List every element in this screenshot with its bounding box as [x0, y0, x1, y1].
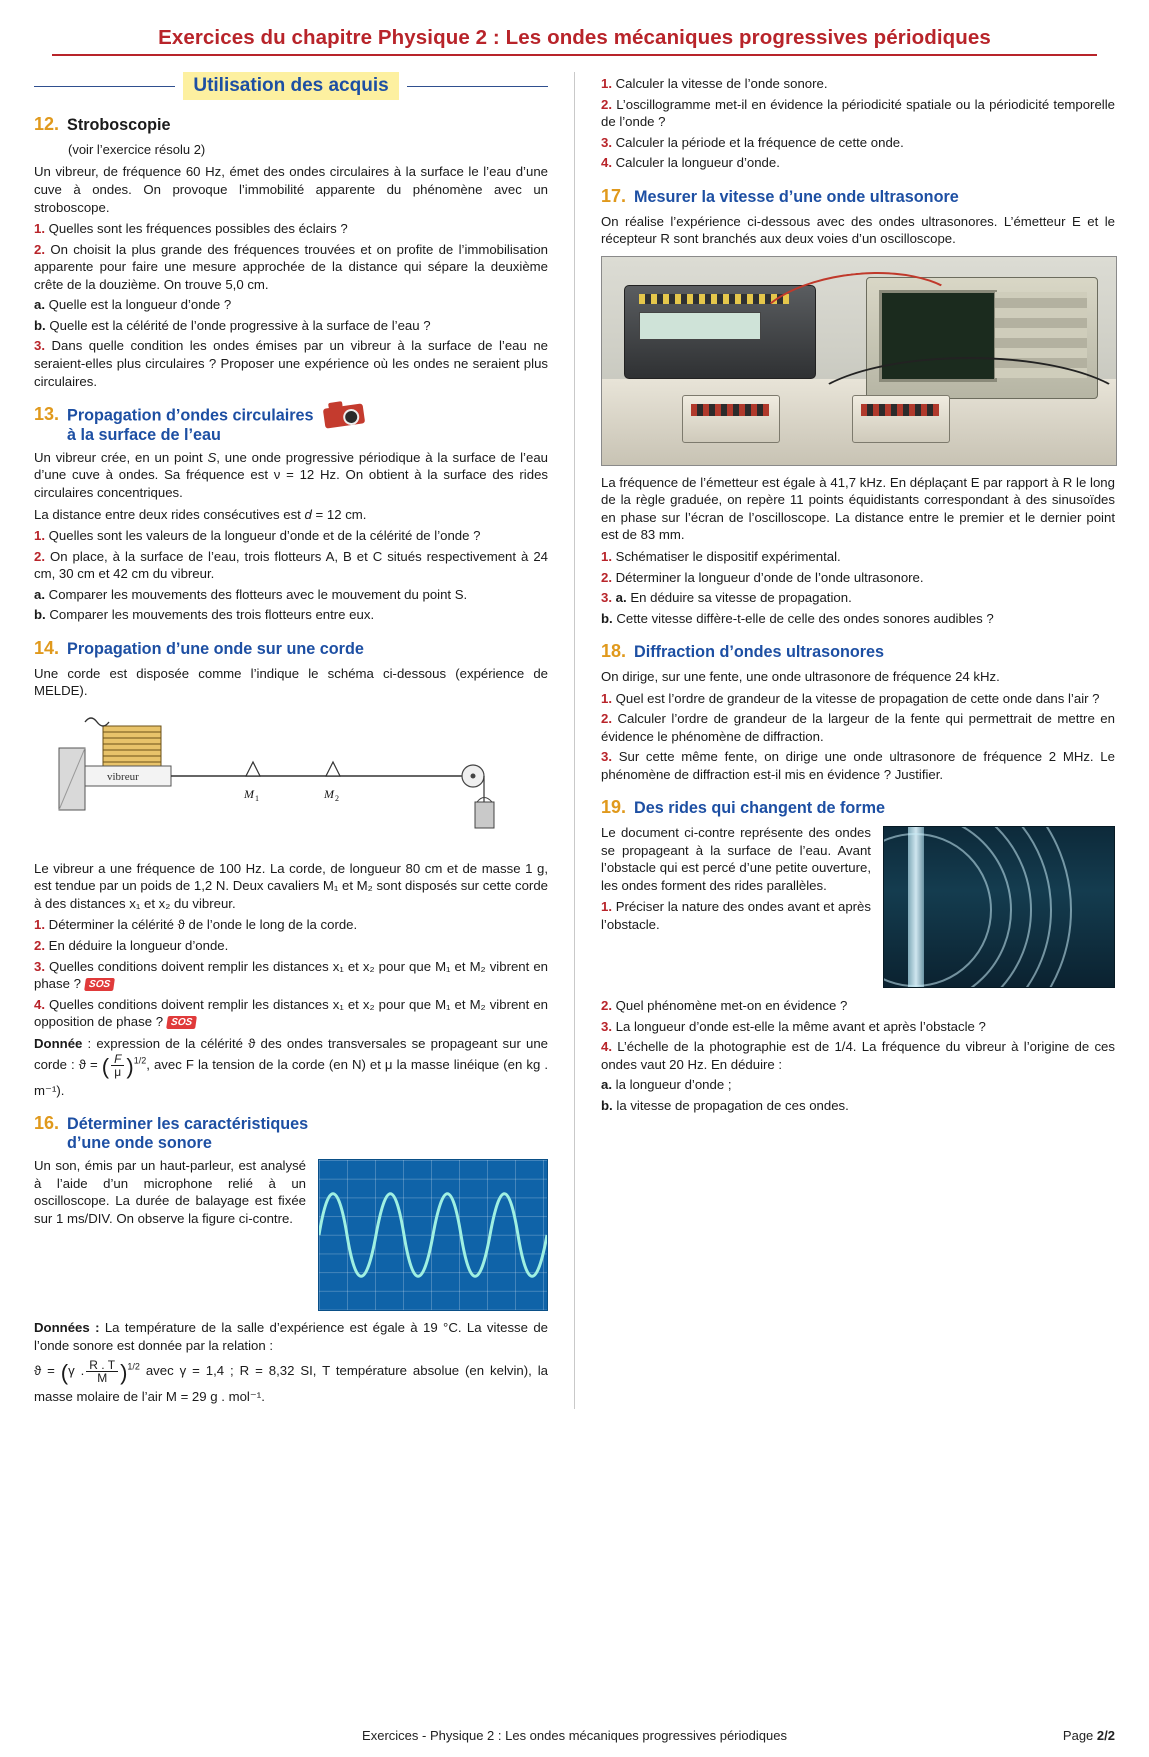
- exercise-12-q2b: [34, 317, 548, 335]
- q-text: Comparer les mouvements des flotteurs avec le mouvement du point S.: [48, 586, 468, 602]
- exercise-13-title-line1: Propagation d’ondes circulaires: [67, 406, 314, 425]
- q-text: Quelles sont les valeurs de la longueur d’onde et de la célérité de l’onde ?: [48, 528, 481, 544]
- exercise-14-intro: Une corde est disposée comme l’indique le schéma ci-dessous (expérience de MELDE).: [34, 665, 548, 699]
- q-text: Déterminer la longueur d’onde de l’onde ultrasonore.: [615, 569, 924, 585]
- q-letter: b.: [600, 610, 613, 626]
- exercise-19-q4b: [601, 1097, 1115, 1115]
- exercise-12-subtitle: (voir l’exercice résolu 2): [68, 142, 206, 158]
- exercise-14-donnee: [34, 1035, 548, 1099]
- exercise-13-q2b: [34, 606, 548, 624]
- q-text: Calculer la longueur d’onde.: [615, 155, 780, 171]
- q-text: Préciser la nature des ondes avant et après l’obstacle.: [600, 899, 871, 933]
- exercise-16-heading: [34, 1112, 548, 1153]
- exercise-17-intro: On réalise l’expérience ci-dessous avec des ondes ultrasonores. L’émetteur E et le récepteur R sont branchés aux deux voies d’un oscilloscope.: [600, 213, 1115, 247]
- formula-tail: avec γ = 1,4 ; R = 8,32 SI, T température absolue (en kelvin), la masse molaire de l’air M = 29 g . mol⁻¹.: [34, 1363, 548, 1404]
- q-text: On choisit la plus grande des fréquences trouvées et on profite de l’immobilisation apparente pour faire une mesure approchée de la distance qui sépare la deuxième crête de la douzième. On trouve 5,0 cm.: [34, 241, 548, 292]
- exercise-19-number: 19.: [600, 797, 627, 818]
- exercise-16-intro: Un son, émis par un haut-parleur, est analysé à l’aide d’un microphone relié à un oscilloscope. La durée de balayage est fixée sur 1 ms/DIV. On observe la figure ci-contre.: [34, 1158, 306, 1226]
- q-text: On place, à la surface de l’eau, trois flotteurs A, B et C situés respectivement à 24 cm, 30 cm et 42 cm du vibreur.: [34, 548, 548, 582]
- exercise-14-heading: [34, 637, 548, 661]
- q-text: Sur cette même fente, on dirige une onde ultrasonore de fréquence 2 MHz. Le phénomène de diffraction est-il mis en évidence ? Justifier.: [600, 749, 1115, 782]
- exercise-16-formula: [34, 1358, 548, 1405]
- exercise-18-number: 18.: [600, 641, 627, 662]
- fraction-denominator: μ: [114, 1065, 122, 1080]
- q-text: Schématiser le dispositif expérimental.: [615, 548, 841, 564]
- exercise-13-q1: [34, 527, 548, 545]
- exercise-13-intro: [34, 449, 548, 502]
- exercise-14-after-figure: Le vibreur a une fréquence de 100 Hz. La corde, de longueur 80 cm et de masse 1 g, est tendue par un poids de 1,2 N. Deux cavaliers M₁ et M₂ sont disposés sur cette corde à des distances x₁ et x₂ du vibreur.: [34, 860, 548, 911]
- exercise-18-title: Diffraction d’ondes ultrasonores: [634, 643, 885, 662]
- q-number: 3.: [34, 958, 45, 974]
- intro-part-c: = 12 Hz. On obtient à la surface des rides circulaires concentriques.: [34, 467, 549, 500]
- nu-symbol: ν: [273, 467, 281, 483]
- q-number: 3.: [34, 338, 45, 354]
- formula-exponent: 1/2: [133, 1055, 147, 1066]
- q-letter: a.: [34, 586, 45, 602]
- point-S: S: [207, 449, 217, 465]
- q-text: Quelle est la longueur d’onde ?: [48, 297, 232, 313]
- svg-text:M: M: [244, 786, 254, 801]
- exercise-13-title-line2: à la surface de l’eau: [67, 425, 221, 444]
- paren-close: ): [120, 1360, 128, 1386]
- distance-part-b: = 12 cm.: [311, 506, 367, 522]
- q-number: 2.: [34, 938, 45, 954]
- exercise-18-intro: On dirige, sur une fente, une onde ultrasonore de fréquence 24 kHz.: [600, 669, 1000, 685]
- fraction-numerator: R . T: [86, 1359, 118, 1373]
- q-number: 1.: [600, 899, 612, 915]
- q-number: 2.: [600, 998, 612, 1014]
- svg-text:M: M: [324, 786, 334, 801]
- formula-fraction: [111, 1053, 124, 1079]
- exercise-16-title-line1: Déterminer les caractéristiques: [67, 1115, 309, 1134]
- top-question-1: [601, 75, 1115, 93]
- ultrasound-setup-photo: [601, 256, 1117, 466]
- footer-page: [1063, 1728, 1115, 1743]
- q-letter: b.: [34, 317, 46, 333]
- melde-schema-svg: [34, 706, 548, 856]
- top-question-2: [601, 96, 1115, 131]
- exercise-14-number: 14.: [34, 637, 60, 658]
- exercise-17-number: 17.: [600, 185, 627, 206]
- q-number: 1.: [34, 917, 45, 933]
- camera-icon: [323, 403, 365, 428]
- q-text: Comparer les mouvements des trois flotteurs entre eux.: [49, 607, 375, 623]
- donnee-label: Donnée: [34, 1035, 83, 1051]
- exercise-19-body: [601, 824, 1115, 994]
- q-number: 2.: [600, 96, 612, 112]
- exercise-13-q2a: [34, 586, 548, 604]
- q-text: Cette vitesse diffère-t-elle de celle des ondes sonores audibles ?: [616, 610, 994, 626]
- q-letter: b.: [600, 1098, 613, 1114]
- exercise-17-q3a: [601, 589, 1115, 607]
- q-text: Quel est l’ordre de grandeur de la vitesse de propagation de cette onde dans l’air ?: [615, 690, 1100, 706]
- intro-part-b: , une onde progressive périodique à la surface de l’eau d’une cuve à ondes. Sa fréquence est: [34, 449, 548, 483]
- q-text: Quelles conditions doivent remplir les distances x₁ et x₂ pour que M₁ et M₂ vibrent en phase ?: [34, 958, 548, 992]
- paren-open: (: [60, 1360, 69, 1386]
- fraction-numerator: F: [111, 1053, 124, 1067]
- exercise-12-heading: [34, 113, 548, 137]
- column-divider: [574, 72, 575, 1409]
- svg-text:vibreur: vibreur: [107, 770, 139, 783]
- sos-badge[interactable]: SOS: [84, 978, 115, 991]
- q-text: Quelle est la célérité de l’onde progressive à la surface de l’eau ?: [49, 317, 431, 333]
- exercise-16-title-line2: d’une onde sonore: [67, 1134, 212, 1153]
- photo-emitter: [682, 395, 780, 443]
- q-text: Dans quelle condition les ondes émises par un vibreur à la surface de l’eau ne seraient-elles plus circulaires ? Proposer une expérience où les ondes ne seraient plus circulaires.: [34, 338, 548, 389]
- exercise-18-q1: [601, 690, 1115, 708]
- q-number: 1.: [34, 221, 45, 237]
- exercise-18-q3: [601, 748, 1115, 783]
- right-column: [601, 72, 1115, 1118]
- banner-rule-left: [34, 86, 175, 87]
- q-number: 3.: [600, 1018, 612, 1034]
- exercise-16-title: [67, 1115, 308, 1153]
- exercise-17-title: Mesurer la vitesse d’une onde ultrasonore: [634, 187, 959, 206]
- exercise-12-number: 12.: [34, 114, 60, 135]
- exercise-12-q1: [34, 220, 548, 238]
- photo-black-wire: [802, 357, 1117, 466]
- q-number: 1.: [600, 690, 612, 706]
- q-number: 2.: [34, 548, 45, 564]
- q-text: la vitesse de propagation de ces ondes.: [616, 1098, 849, 1114]
- melde-schema-figure: [34, 706, 548, 856]
- sos-badge[interactable]: SOS: [166, 1016, 197, 1029]
- q-number: 1.: [600, 76, 612, 91]
- q-letter: a.: [615, 590, 627, 606]
- exercise-17-q1: [601, 548, 1115, 566]
- top-question-4: [601, 154, 1115, 172]
- exercise-13-heading: [34, 403, 548, 445]
- exercise-14-title: Propagation d’une onde sur une corde: [67, 639, 364, 658]
- formula-lead: ϑ =: [34, 1363, 55, 1379]
- exercise-12-q2: [34, 241, 548, 294]
- donnees-label: Données :: [34, 1320, 100, 1336]
- donnee-text: : expression de la célérité ϑ des ondes transversales se propageant sur une corde : ϑ =: [34, 1035, 548, 1073]
- q-letter: a.: [34, 297, 45, 313]
- formula-fraction: [86, 1359, 118, 1385]
- q-number: 1.: [34, 528, 45, 544]
- q-text: L’oscillogramme met-il en évidence la périodicité spatiale ou la périodicité temporelle de l’onde ?: [600, 96, 1115, 130]
- photo-wave-ring: [883, 826, 1072, 988]
- q-letter: b.: [34, 607, 46, 623]
- q-number: 4.: [600, 1039, 612, 1055]
- exercise-14-q3: [34, 958, 548, 993]
- q-letter: a.: [600, 1077, 612, 1093]
- exercise-14-q1: [34, 916, 548, 934]
- q-text: En déduire sa vitesse de propagation.: [630, 590, 852, 606]
- exercise-19-q4: [601, 1038, 1115, 1073]
- exercise-19-q4a: [601, 1076, 1115, 1094]
- exercise-12-q2a: [34, 296, 548, 314]
- q-number: 2.: [600, 711, 612, 727]
- two-column-layout: [34, 72, 1115, 1409]
- q-number: 4.: [600, 155, 612, 171]
- exercise-12-intro: Un vibreur, de fréquence 60 Hz, émet des ondes circulaires à la surface le l’eau d’une cuve à ondes. On provoque l’immobilité apparente du phénomène avec un stroboscope.: [34, 164, 548, 215]
- exercise-17-q3b: [601, 610, 1115, 628]
- q-number: 1.: [600, 548, 612, 564]
- q-text: Quelles conditions doivent remplir les distances x₁ et x₂ pour que M₁ et M₂ vibrent en opposition de phase ?: [34, 996, 548, 1030]
- left-column: [34, 72, 548, 1409]
- donnees-text: La température de la salle d’expérience est égale à 19 °C. La vitesse de l’onde sonore est donnée par la relation :: [34, 1320, 549, 1353]
- d-symbol: d: [304, 506, 312, 522]
- q-text: En déduire la longueur d’onde.: [48, 938, 229, 954]
- q-text: Calculer la vitesse de l’onde sonore.: [615, 76, 828, 91]
- donnee-text-2: , avec F la tension de la corde (en N) et μ la masse linéique (en kg . m⁻¹).: [34, 1057, 548, 1098]
- q-text: Quel phénomène met-on en évidence ?: [615, 998, 848, 1014]
- q-number: 3.: [600, 749, 612, 765]
- exercise-19-intro: Le document ci-contre représente des ondes se propageant à la surface de l’eau. Avant l’obstacle qui est percé d’une petite ouverture, les ondes forment des rides parallèles.: [600, 825, 871, 893]
- paren-open: (: [101, 1054, 110, 1080]
- exercise-17-q2: [601, 569, 1115, 587]
- exercise-12-q3: [34, 337, 548, 390]
- exercise-13-title: [67, 406, 364, 445]
- exercise-16-number: 16.: [34, 1113, 60, 1134]
- exercise-13-number: 13.: [34, 404, 60, 425]
- svg-text:1: 1: [255, 793, 259, 803]
- banner-label: Utilisation des acquis: [183, 72, 398, 100]
- banner-rule-right: [407, 86, 548, 87]
- q-number: 3.: [600, 134, 612, 150]
- oscillogram-trace: [319, 1160, 547, 1310]
- exercise-19-heading: [601, 796, 1115, 820]
- photo-receiver: [852, 395, 950, 443]
- water-waves-photo: [883, 826, 1115, 988]
- exercise-14-q4: [34, 996, 548, 1031]
- section-banner: [34, 72, 548, 100]
- exercise-17-after: La fréquence de l’émetteur est égale à 41,7 kHz. En déplaçant E par rapport à R le long de la règle graduée, on repère 11 points équidistants correspondant à des sinusoïdes en phase sur l’écran de l’oscilloscope. La distance entre le premier et le dernier point est de 83 mm.: [600, 474, 1115, 543]
- q-text: la longueur d’onde ;: [615, 1077, 732, 1093]
- oscillogram-photo: [318, 1159, 548, 1311]
- exercise-18-q2: [601, 710, 1115, 745]
- page-footer: [34, 1728, 1115, 1743]
- q-text: Quelles sont les fréquences possibles des éclairs ?: [48, 221, 348, 237]
- formula-exponent: 1/2: [127, 1362, 140, 1373]
- svg-text:2: 2: [335, 793, 339, 803]
- exercise-19-q3: [601, 1018, 1115, 1036]
- q-number: 3.: [600, 590, 612, 606]
- q-text: La longueur d’onde est-elle la même avant et après l’obstacle ?: [615, 1018, 986, 1034]
- footer-page-value: 2/2: [1096, 1728, 1115, 1743]
- q-text: Déterminer la célérité ϑ de l’onde le long de la corde.: [48, 917, 358, 933]
- exercise-13-q2: [34, 548, 548, 583]
- q-number: 2.: [34, 241, 45, 257]
- q-number: 2.: [600, 569, 612, 585]
- exercise-19-title: Des rides qui changent de forme: [634, 799, 885, 818]
- exercise-13-distance: [34, 506, 548, 524]
- intro-part-a: Un vibreur crée, en un point: [34, 449, 208, 465]
- exercise-12-title: Stroboscopie: [67, 116, 171, 135]
- paren-close: ): [126, 1054, 134, 1080]
- exercise-17-heading: [601, 185, 1115, 209]
- page-title: Exercices du chapitre Physique 2 : Les ondes mécaniques progressives périodiques: [52, 26, 1097, 56]
- exercise-16-donnees: [34, 1319, 548, 1354]
- footer-text: Exercices - Physique 2 : Les ondes mécaniques progressives périodiques: [362, 1728, 787, 1743]
- fraction-denominator: M: [97, 1371, 108, 1386]
- q-text: L’échelle de la photographie est de 1/4. La fréquence du vibreur à l’origine de ces ondes vaut 20 Hz. En déduire :: [600, 1039, 1115, 1072]
- distance-part-a: La distance entre deux rides consécutives est: [34, 506, 305, 522]
- exercise-14-q2: [34, 937, 548, 955]
- top-question-3: [601, 134, 1115, 152]
- q-text: Calculer la période et la fréquence de cette onde.: [615, 134, 904, 150]
- exercise-19-q2: [601, 997, 1115, 1015]
- exercise-18-heading: [601, 640, 1115, 664]
- formula-gamma: γ .: [68, 1363, 85, 1379]
- q-text: Calculer l’ordre de grandeur de la largeur de la fente qui permettrait de mettre en évidence le phénomène de diffraction.: [600, 711, 1115, 744]
- exercise-16-body: [34, 1157, 548, 1315]
- q-number: 4.: [34, 996, 45, 1012]
- footer-page-label: Page: [1062, 1728, 1094, 1743]
